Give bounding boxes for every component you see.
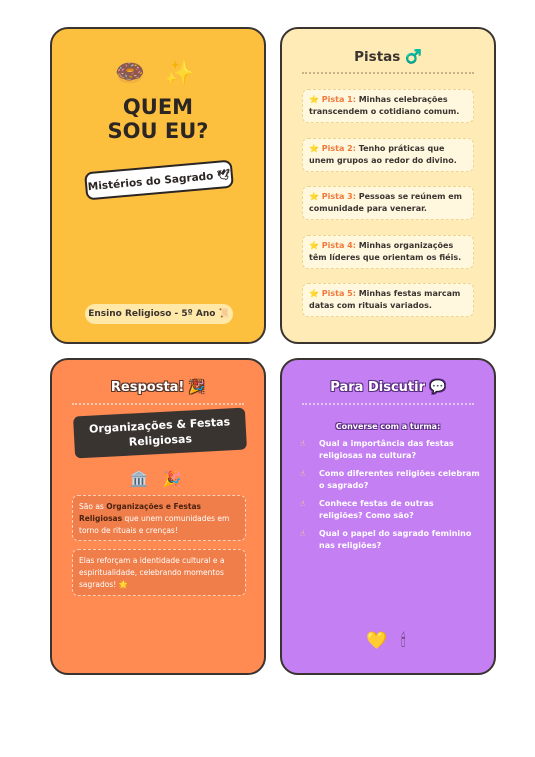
pointing-hand-icon: ☝: [300, 499, 305, 508]
question-text: Qual a importância das festas religiosas na cultura?: [319, 439, 454, 460]
pointing-hand-icon: ☝: [300, 529, 305, 538]
question-item: [300, 438, 480, 462]
answer-heading: Resposta! 🎉: [110, 380, 206, 395]
pointing-hand-icon: ☝: [300, 439, 305, 448]
question-text: Como diferentes religiões celebram o sagrado?: [319, 469, 480, 490]
clue-tag: Pista 4:: [321, 240, 356, 250]
title-emojis: 🍩 ✨: [115, 59, 201, 87]
star-icon: ⭐: [309, 289, 319, 298]
subtitle-badge: Mistérios do Sagrado 🕊: [84, 160, 234, 201]
explanation-bold: Organizações e Festas Religiosas: [79, 502, 201, 523]
page-title: [52, 95, 264, 143]
answer-explanation: [72, 495, 246, 541]
clue-list: [302, 89, 474, 332]
pointing-hand-icon: ☝: [300, 469, 305, 478]
explanation-pre: São as: [79, 502, 107, 511]
explanation-post: que unem comunidades em torno de rituais e crenças!: [79, 514, 230, 535]
clue-item: [302, 138, 474, 172]
divider: [302, 403, 474, 405]
heart-candle-icon: 💛 🕯: [366, 631, 410, 651]
divider: [302, 72, 474, 74]
star-icon: ⭐: [309, 143, 319, 153]
clue-tag: Pista 2:: [321, 143, 356, 153]
clue-item: [302, 235, 474, 269]
question-item: [300, 528, 480, 552]
question-text: Qual o papel do sagrado feminino nas religiões?: [319, 529, 472, 550]
clue-tag: Pista 1:: [321, 95, 356, 104]
clue-item: [302, 89, 474, 123]
question-item: [300, 498, 480, 522]
clue-item: [302, 283, 474, 317]
discussion-heading: Para Discutir 💬: [330, 380, 446, 395]
question-list: [300, 438, 480, 558]
discussion-lead: Converse com a turma:: [335, 422, 441, 431]
answer-card: [50, 358, 266, 675]
divider: [72, 403, 244, 405]
clue-text: Tenho práticas que unem grupos ao redor do divino.: [309, 143, 457, 165]
temple-icon: 🏛️ 🎉: [129, 470, 187, 488]
clue-text: Pessoas se reúnem em comunidade para venerar.: [309, 192, 462, 213]
star-icon: ⭐: [309, 95, 319, 104]
title-line-1: QUEM: [122, 95, 194, 119]
answer-label: Organizações & Festas Religiosas: [73, 408, 247, 459]
clues-card: [280, 27, 496, 344]
answer-detail: Elas reforçam a identidade cultural e a espiritualidade, celebrando momentos sagrados! 🌟: [72, 549, 246, 596]
clue-text: Minhas organizações têm líderes que orientam os fiéis.: [309, 240, 462, 262]
question-item: [300, 468, 480, 492]
clue-tag: Pista 5:: [321, 289, 356, 298]
question-text: Conhece festas de outras religiões? Como são?: [319, 499, 434, 520]
title-line-2: SOU EU?: [107, 119, 209, 143]
clue-tag: Pista 3:: [321, 192, 356, 201]
clue-text: Minhas festas marcam datas com rituais variados.: [309, 289, 461, 310]
grade-badge: Ensino Religioso - 5º Ano 📜: [85, 304, 233, 324]
clues-heading: Pistas ♂️: [354, 49, 422, 65]
title-card: [50, 27, 266, 344]
discussion-card: [280, 358, 496, 675]
star-icon: ⭐: [309, 192, 319, 201]
clue-item: [302, 186, 474, 220]
clue-text: Minhas celebrações transcendem o cotidiano comum.: [309, 95, 460, 116]
star-icon: ⭐: [309, 240, 319, 250]
